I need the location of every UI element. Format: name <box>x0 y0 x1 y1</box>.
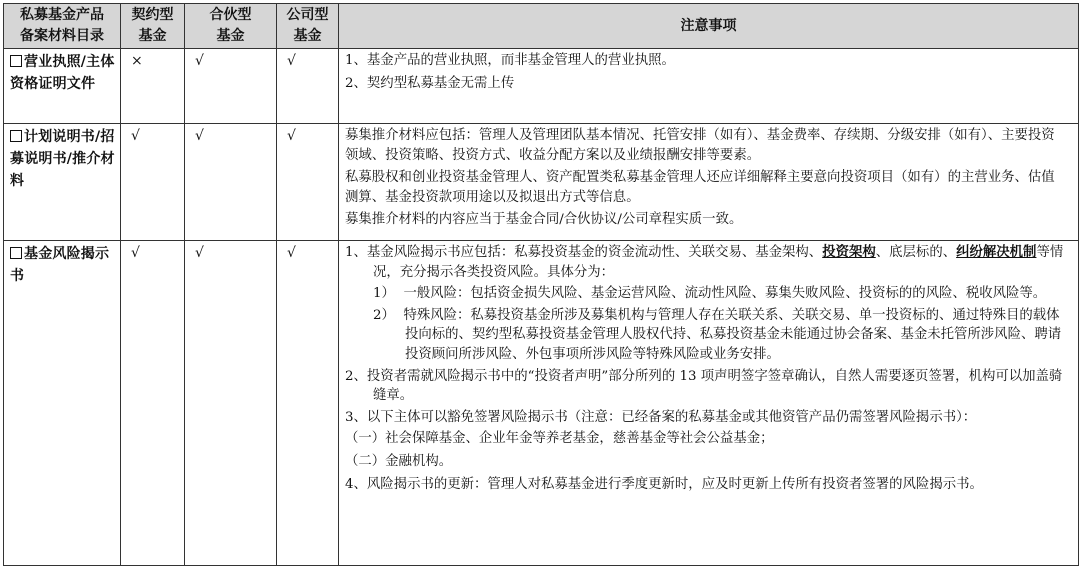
header-partnership-line2: 基金 <box>216 28 245 44</box>
sub-text: 一般风险：包括资金损失风险、基金运营风险、流动性风险、募集失败风险、投资标的的风险、税收风险等。 <box>403 286 1047 302</box>
header-row <box>4 4 1079 49</box>
notes-cell <box>339 241 1079 566</box>
sub-text: 特殊风险：私募投资基金所涉及募集机构与管理人存在关联关系、关联交易、单一投资标的、通过特殊目的载体投向标的、契约型私募投资基金管理人股权代持、私募投资基金未能通过协会备案、基金未托管所涉风险、聘请投资顾问所涉风险、外包事项所涉风险等特殊风险或业务安排。 <box>403 307 1062 362</box>
header-notes <box>339 4 1079 49</box>
note-number: 3、 <box>345 409 367 425</box>
table-row <box>4 49 1079 124</box>
material-name: 计划说明书/招募说明书/推介材料 <box>10 129 115 189</box>
contract-mark: √ <box>121 124 185 241</box>
note-paragraph: 募集推介材料应包括：管理人及管理团队基本情况、托管安排（如有）、基金费率、存续期、分级安排（如有）、主要投资领域、投资策略、投资方式、收益分配方案以及业绩报酬安排等要素。 <box>345 128 1055 163</box>
checkbox-icon <box>10 55 22 67</box>
header-company <box>277 4 339 49</box>
header-contract <box>121 4 185 49</box>
material-name-cell <box>4 241 121 566</box>
partnership-mark: √ <box>185 49 277 124</box>
partnership-mark: √ <box>185 241 277 566</box>
exempt-item-1: （一）社会保障基金、企业年金等养老基金，慈善基金等社会公益基金； <box>345 431 774 447</box>
notes-cell <box>339 124 1079 241</box>
material-name-cell <box>4 49 121 124</box>
header-contract-line1: 契约型 <box>131 7 174 23</box>
material-name: 营业执照/主体资格证明文件 <box>10 54 115 92</box>
sub-number: 2） <box>373 307 395 323</box>
header-partnership <box>185 4 277 49</box>
company-mark: √ <box>277 241 339 566</box>
investment-structure-emphasis: 投资架构 <box>822 244 876 260</box>
header-materials <box>4 4 121 49</box>
sub-item-general-risk <box>345 284 1068 304</box>
checkbox-icon <box>10 247 22 259</box>
material-name: 基金风险揭示书 <box>10 246 110 284</box>
note-text: 、底层标的、 <box>875 245 957 260</box>
checkbox-icon <box>10 130 22 142</box>
note-text: 投资者需就风险揭示书中的“投资者声明”部分所列的 13 项声明签字签章确认，自然人需要逐页签署，机构可以加盖骑缝章。 <box>366 368 1063 404</box>
note-text: 基金风险揭示书应包括：私募投资基金的资金流动性、关联交易、基金架构、 <box>366 245 823 260</box>
note-text: 风险揭示书的更新：管理人对私募基金进行季度更新时，应及时更新上传所有投资者签署的风险揭示书。 <box>366 476 983 492</box>
header-materials-line2: 备案材料目录 <box>20 28 104 44</box>
partnership-mark: √ <box>185 124 277 241</box>
contract-mark: × <box>121 49 185 124</box>
note-paragraph: 募集推介材料的内容应当于基金合同/合伙协议/公司章程实质一致。 <box>345 212 743 228</box>
company-mark: √ <box>277 124 339 241</box>
material-name-cell <box>4 124 121 241</box>
note-number: 1、 <box>345 245 367 260</box>
sub-item-special-risk <box>345 306 1068 365</box>
header-company-line1: 公司型 <box>286 7 329 23</box>
note-item-2 <box>345 367 1068 406</box>
header-company-line2: 基金 <box>293 28 322 44</box>
header-partnership-line1: 合伙型 <box>209 7 252 23</box>
table-row <box>4 241 1079 566</box>
note-paragraph: 2、契约型私募基金无需上传 <box>345 75 515 91</box>
filing-materials-table <box>3 3 1079 566</box>
note-number: 2、 <box>345 368 367 384</box>
note-item-3 <box>345 408 1068 428</box>
note-paragraph: 1、基金产品的营业执照，而非基金管理人的营业执照。 <box>345 53 675 68</box>
note-item-1 <box>345 243 1068 282</box>
sub-number: 1） <box>373 286 395 302</box>
notes-cell <box>339 49 1079 124</box>
dispute-resolution-emphasis: 纠纷解决机制 <box>956 244 1037 260</box>
note-item-4 <box>345 475 1068 495</box>
note-paragraph: 私募股权和创业投资基金管理人、资产配置类私募基金管理人还应详细解释主要意向投资项目（如有）的主营业务、估值测算、基金投资款项用途以及拟退出方式等信息。 <box>345 170 1055 205</box>
exempt-item-2: （二）金融机构。 <box>345 453 453 469</box>
note-number: 4、 <box>345 476 367 492</box>
header-materials-line1: 私募基金产品 <box>20 7 104 23</box>
header-notes-label: 注意事项 <box>680 17 737 34</box>
header-contract-line2: 基金 <box>138 28 167 44</box>
note-text: 等情况，充分揭示各类投资风险。具体分为： <box>373 245 1064 280</box>
table-row <box>4 124 1079 241</box>
company-mark: √ <box>277 49 339 124</box>
note-text: 以下主体可以豁免签署风险揭示书（注意：已经备案的私募基金或其他资管产品仍需签署风险揭示书）： <box>366 409 977 425</box>
contract-mark: √ <box>121 241 185 566</box>
